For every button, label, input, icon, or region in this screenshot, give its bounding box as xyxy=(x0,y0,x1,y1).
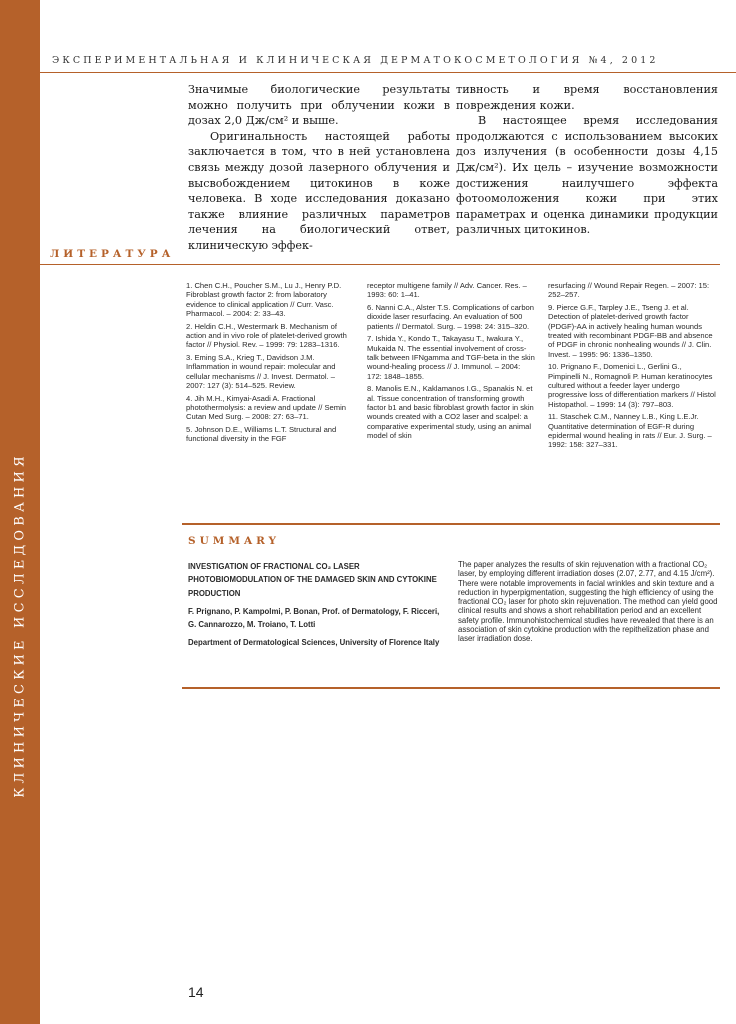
body-paragraph: тивность и время восстановления повреждения кожи. xyxy=(456,83,718,112)
reference-item: 2. Heldin C.H., Westermark B. Mechanism of action and in vivo role of platelet-derived growth factor // Physiol. Rev. – 1999: 79: 1283–1316. xyxy=(186,321,347,350)
reference-column-1 xyxy=(186,281,354,447)
body-paragraph: Оригинальность настоящей работы заключается в том, что в ней установлена связь между дозой лазерного облучения и высвобождением цитокинов в коже человека. В ходе исследования доказано также влияние различных параметров лечения на биологический ответ, клиническую эффек- xyxy=(188,129,450,252)
reference-item: 10. Prignano F., Domenici L., Gerlini G., Pimpinelli N., Romagnoli P. Human keratinocytes cultured without a feeder layer undergo progressive loss of differentiation markers // Histol Histopathol. – 1999: 14 (3): 797–803. xyxy=(548,362,716,409)
header-divider xyxy=(40,72,736,73)
literature-divider xyxy=(40,264,720,265)
journal-running-header: ЭКСПЕРИМЕНТАЛЬНАЯ И КЛИНИЧЕСКАЯ ДЕРМАТОКОСМЕТОЛОГИЯ №4, 2012 xyxy=(52,55,659,66)
reference-item: resurfacing // Wound Repair Regen. – 2007: 15: 252–257. xyxy=(548,281,710,300)
reference-item: 9. Pierce G.F., Tarpley J.E., Tseng J. et al. Detection of platelet-derived growth factor (PDGF)-AA in actively healing human wounds treated with recombinant PDGF-BB and absence of PDGF in chronic nonhealing wounds // J. Clin. Invest. – 1995: 96: 1336–1350. xyxy=(548,303,713,359)
reference-item: 11. Staschek C.M., Nanney L.B., King L.E.Jr. Quantitative determination of EGF-R during epidermal wound healing in rats // Eur. J. Surg. – 1992: 158: 327–331. xyxy=(548,412,712,450)
reference-item: 3. Eming S.A., Krieg T., Davidson J.M. Inflammation in wound repair: molecular and cellular mechanisms // J. Invest. Dermatol. – 2007: 127 (3): 514–525. Review. xyxy=(186,353,336,390)
reference-item: 5. Johnson D.E., Williams L.T. Structural and functional diversity in the FGF xyxy=(186,425,337,444)
reference-item: 1. Chen C.H., Poucher S.M., Lu J., Henry P.D. Fibroblast growth factor 2: from laboratory evidence to clinical application // Curr. Vasc. Pharmacol. – 2004: 2: 33–43. xyxy=(186,281,342,318)
reference-item: receptor multigene family // Adv. Cancer. Res. – 1993: 60: 1–41. xyxy=(367,281,527,300)
reference-item: 6. Nanni C.A., Alster T.S. Complications of carbon dioxide laser resurfacing. An evaluation of 500 patients // Dermatol. Surg. – 1998: 24: 315–320. xyxy=(367,303,534,331)
section-label: КЛИНИЧЕСКИЕ ИССЛЕДОВАНИЯ xyxy=(12,452,28,798)
reference-item: 4. Jih M.H., Kimyai-Asadi A. Fractional photothermolysis: a review and update // Semin Cutan Med Surg. – 2008: 27: 63–71. xyxy=(186,393,346,422)
article-body-right-column xyxy=(456,82,718,238)
summary-heading: SUMMARY xyxy=(188,535,281,547)
reference-column-3 xyxy=(548,281,716,453)
body-paragraph: В настоящее время исследования продолжаются с использованием высоких доз излучения (в особенности дозы 4,15 Дж/см²). Их цель – изучение возможности достижения наилучшего эффекта фотоомоложения кожи при этих параметрах и оценка динамики продукции различных цитокинов. xyxy=(456,114,718,237)
summary-top-divider xyxy=(182,523,720,525)
summary-article-title: INVESTIGATION OF FRACTIONAL CO₂ LASER PHOTOBIOMODULATION OF THE DAMAGED SKIN AND CYTOKINE PRODUCTION xyxy=(188,562,437,598)
article-body-left-column xyxy=(188,82,450,254)
summary-bottom-divider xyxy=(182,687,720,689)
section-sidebar xyxy=(0,0,40,1024)
reference-item: 7. Ishida Y., Kondo T., Takayasu T., Iwakura Y., Mukaida N. The essential involvement of cross-talk between IFNgamma and TGF-beta in the skin wound-healing process // J. Immunol. – 2004: 172: 1848–1855. xyxy=(367,334,535,381)
page-number: 14 xyxy=(188,984,204,1000)
summary-abstract: The paper analyzes the results of skin rejuvenation with a fractional CO₂ laser, by employing different irradiation doses (2.07, 2.77, and 4.15 J/cm²). There were notable improvements in facial wrinkles and skin texture and a reduction in hyperpigmentation, suggesting the high efficiency of using the fractional CO₂ laser for photo skin rejuvenation. The method can yield good clinical results and shows a short rehabilitation period and an excellent safety profile. Immunohistochemical studies have revealed that there is an association of skin cytokine production with the repithelization phase and laser irradiation dose. xyxy=(458,560,718,644)
summary-affiliation: Department of Dermatological Sciences, University of Florence Italy xyxy=(188,638,440,648)
reference-column-2 xyxy=(367,281,535,444)
literature-heading: ЛИТЕРАТУРА xyxy=(50,248,175,260)
summary-meta xyxy=(188,560,444,655)
body-paragraph: Значимые биологические результаты можно получить при облучении кожи в дозах 2,0 Дж/см² и выше. xyxy=(188,83,450,128)
summary-authors: F. Prignano, P. Kampolmi, P. Bonan, Prof. of Dermatology, F. Ricceri, G. Cannarozzo, M. Troiano, T. Lotti xyxy=(188,606,440,630)
reference-item: 8. Manolis E.N., Kaklamanos I.G., Spanakis N. et al. Tissue concentration of transforming growth factor b1 and basic fibroblast growth factor in skin wounds created with a CO2 laser and scalpel: a comparative experimental study, using an animal model of skin xyxy=(367,384,534,440)
